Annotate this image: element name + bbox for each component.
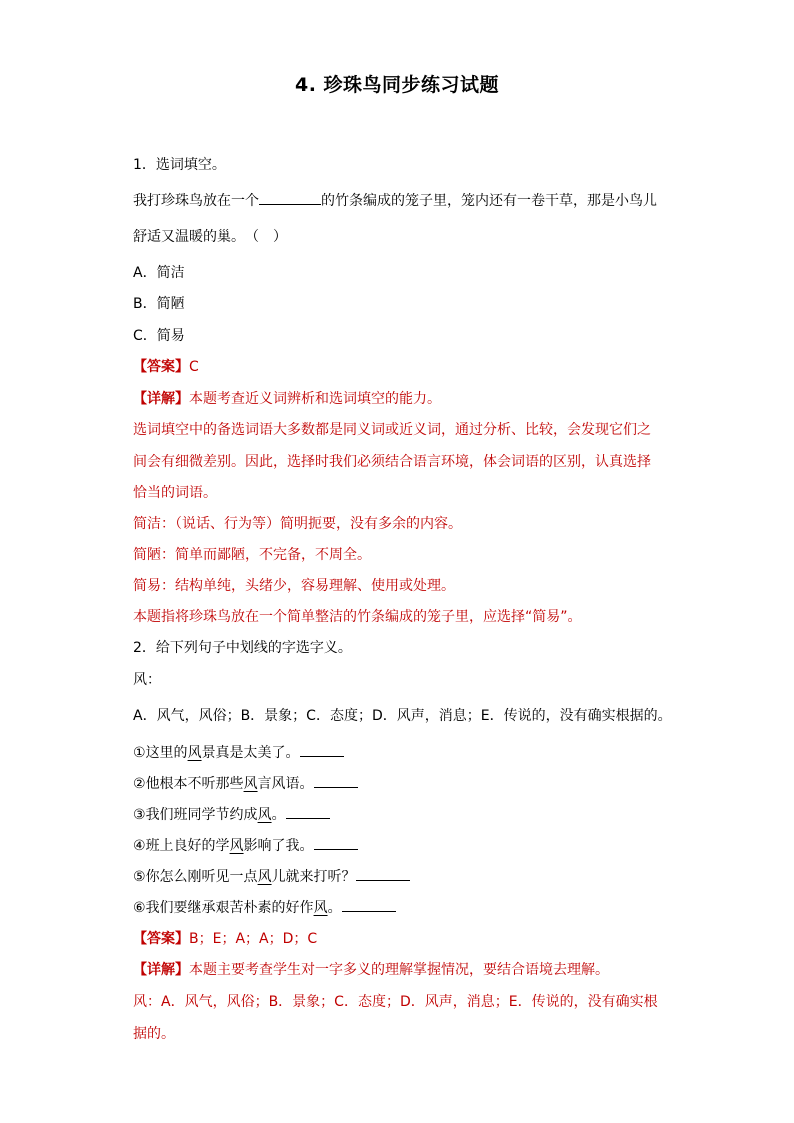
- q2-sentence-num: ③: [133, 807, 146, 823]
- q1-sentence-post: 的竹条编成的笼子里，笼内还有一卷干草，那是小鸟儿: [321, 193, 657, 209]
- q2-sentence-num: ⑥: [133, 900, 146, 916]
- q2-underlined-char: 风: [187, 745, 202, 761]
- q2-sentence-post: 景真是太美了。: [201, 745, 300, 761]
- page-title: 4. 珍珠鸟同步练习试题: [294, 74, 500, 96]
- q1-answer-tag: 【答案】: [133, 359, 189, 375]
- q2-answer: [133, 929, 317, 949]
- q1-option-a: A．简洁: [133, 265, 185, 281]
- q1-explain-line: 间会有细微差别。因此，选择时我们必须结合语言环境，体会词语的区别，认真选择: [133, 454, 651, 470]
- q1-sentence-line2: 舒适又温暖的巢。 （ ）: [133, 229, 287, 245]
- q2-sentence-num: ④: [133, 838, 146, 854]
- q2-underlined-char: 风: [229, 838, 244, 854]
- q2-explain-tag: 【详解】: [133, 962, 189, 978]
- q1-blank: [259, 192, 321, 205]
- q2-sentence: [133, 743, 344, 763]
- q2-explain-line: 风：A．风气，风俗；B．景象；C．态度；D．风声，消息；E．传说的，没有确实根: [133, 994, 658, 1010]
- q2-sentence: [133, 774, 358, 794]
- q2-underlined-char: 风: [243, 776, 258, 792]
- q2-sentence-post: 言风语。: [257, 776, 314, 792]
- q2-sentence-pre: 我们班同学节约成: [145, 807, 258, 823]
- q2-answer-blank: [342, 899, 396, 912]
- q2-answer-blank: [314, 837, 358, 850]
- q2-sentence-pre: 他根本不听那些: [145, 776, 244, 792]
- q2-meanings: A．风气，风俗；B．景象；C．态度；D．风声，消息；E．传说的，没有确实根据的。: [133, 708, 672, 724]
- q1-sentence-line1: [133, 191, 657, 211]
- q2-sentence-post: 。: [271, 807, 286, 823]
- q2-answer-blank: [356, 868, 410, 881]
- q1-explain-line: 恰当的词语。: [133, 485, 217, 501]
- q1-explain-line: 简洁：（说话、行为等）简明扼要，没有多余的内容。: [133, 516, 462, 532]
- q2-sentence-pre: 你怎么刚听见一点: [145, 869, 258, 885]
- q2-answer-tag: 【答案】: [133, 931, 189, 947]
- q2-underlined-char: 风: [313, 900, 328, 916]
- q2-underlined-char: 风: [257, 869, 272, 885]
- q1-explain-line: 本题考查近义词辨析和选词填空的能力。: [189, 391, 441, 407]
- q2-sentence-pre: 班上良好的学: [145, 838, 230, 854]
- q2-underlined-char: 风: [257, 807, 272, 823]
- q1-explain-tag: 【详解】: [133, 391, 189, 407]
- q2-answer-blank: [300, 744, 344, 757]
- q2-answer-value: B；E；A；A；D；C: [189, 931, 318, 947]
- q2-sentence-pre: 这里的: [145, 745, 188, 761]
- q1-explain-line: 简陋：简单而鄙陋，不完备，不周全。: [133, 547, 371, 563]
- q2-answer-blank: [314, 775, 358, 788]
- q1-explain-line: 本题指将珍珠鸟放在一个简单整洁的竹条编成的笼子里，应选择“简易”。: [133, 609, 582, 625]
- q1-answer-value: C: [189, 359, 199, 375]
- q2-explain-line: 本题主要考查学生对一字多义的理解掌握情况，要结合语境去理解。: [189, 962, 609, 978]
- q2-sentence-num: ②: [133, 776, 146, 792]
- q2-sentence-num: ⑤: [133, 869, 146, 885]
- q2-explain-line: 据的。: [133, 1026, 175, 1042]
- q2-sentence-post: 儿就来打听？: [271, 869, 356, 885]
- q1-option-c: C．简易: [133, 328, 185, 344]
- q2-explain: [133, 960, 609, 980]
- q1-explain-line: 选词填空中的备选词语大多数都是同义词或近义词，通过分析、比较，会发现它们之: [133, 422, 651, 438]
- q2-sentence: [133, 867, 410, 887]
- q1-heading: 1．选词填空。: [133, 157, 226, 173]
- q2-sentence-post: 影响了我。: [243, 838, 314, 854]
- q2-sentence: [133, 805, 330, 825]
- q2-sentence-post: 。: [327, 900, 342, 916]
- q2-sentence-num: ①: [133, 745, 146, 761]
- q1-explain-line: 简易：结构单纯，头绪少，容易理解、使用或处理。: [133, 578, 455, 594]
- q1-explain: [133, 389, 441, 409]
- q1-answer: [133, 357, 199, 377]
- q2-sentence-pre: 我们要继承艰苦朴素的好作: [145, 900, 314, 916]
- q2-sentence: [133, 898, 396, 918]
- q2-heading: 2．给下列句子中划线的字选字义。: [133, 640, 352, 656]
- q1-sentence-pre: 我打珍珠鸟放在一个: [133, 193, 259, 209]
- q2-sentence: [133, 836, 358, 856]
- q2-answer-blank: [286, 806, 330, 819]
- q2-char-label: 风：: [133, 672, 161, 688]
- q1-option-b: B．简陋: [133, 296, 185, 312]
